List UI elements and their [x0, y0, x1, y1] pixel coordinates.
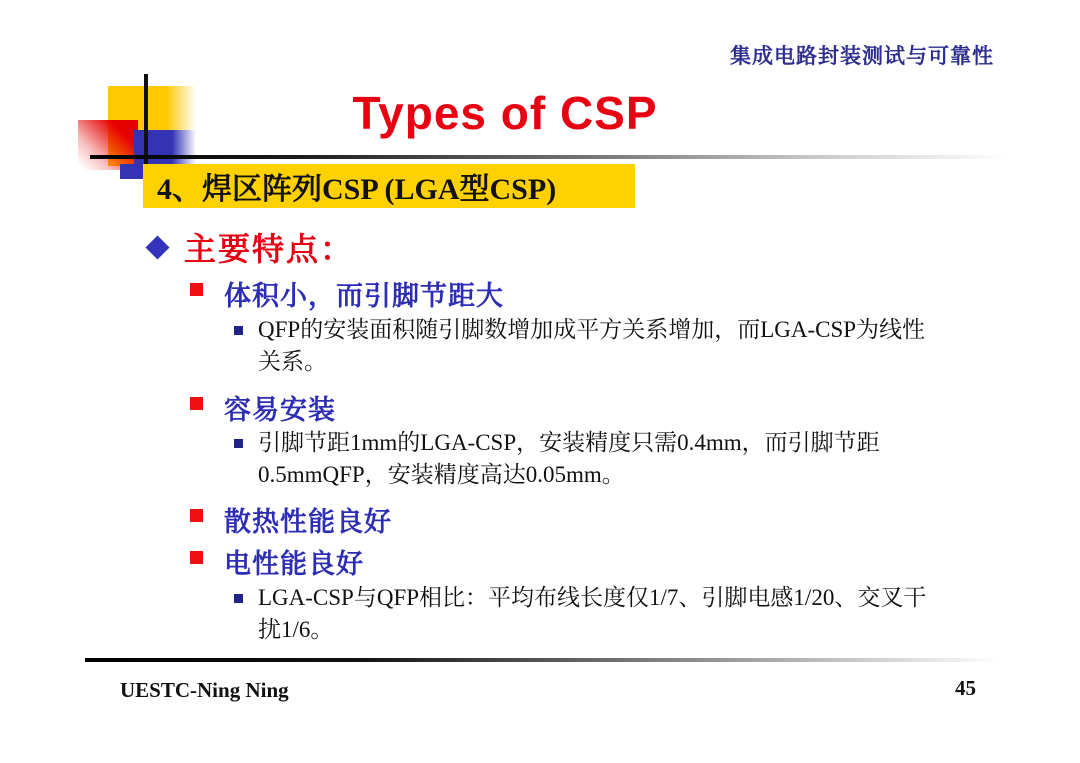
diamond-bullet-icon — [145, 235, 169, 259]
page-number: 45 — [955, 676, 976, 700]
feature-label: 体积小，而引脚节距大 — [224, 281, 504, 311]
red-square-bullet-icon — [190, 509, 203, 522]
course-title: 集成电路封装测试与可靠性 — [730, 45, 994, 68]
footer-author: UESTC-Ning Ning — [120, 678, 289, 702]
feature-detail-text: LGA-CSP与QFP相比：平均布线长度仅1/7、引脚电感1/20、交叉干扰1/6。 — [258, 585, 927, 642]
feature-detail — [234, 582, 946, 645]
red-square-bullet-icon — [190, 397, 203, 410]
red-square-bullet-icon — [190, 283, 203, 296]
page-title: Types of CSP — [352, 87, 658, 139]
feature-detail-text: QFP的安装面积随引脚数增加成平方关系增加，而LGA-CSP为线性关系。 — [258, 317, 926, 374]
feature-label: 散热性能良好 — [224, 507, 392, 537]
red-square-bullet-icon — [190, 551, 203, 564]
navy-square-bullet-icon — [234, 326, 243, 335]
feature-item — [190, 542, 364, 581]
feature-detail — [234, 314, 946, 377]
section-heading-text: 4、焊区阵列CSP (LGA型CSP) — [157, 173, 557, 206]
main-point — [145, 224, 354, 270]
decoration-blue-square-small — [120, 164, 145, 179]
feature-item — [190, 274, 504, 313]
feature-label: 容易安装 — [224, 395, 336, 425]
section-heading — [143, 164, 635, 208]
navy-square-bullet-icon — [234, 594, 243, 603]
navy-square-bullet-icon — [234, 439, 243, 448]
feature-detail-text: 引脚节距1mm的LGA-CSP，安装精度只需0.4mm，而引脚节距0.5mmQFP，安装精度高达0.05mm。 — [258, 430, 880, 487]
feature-detail — [234, 427, 946, 490]
feature-label: 电性能良好 — [224, 549, 364, 579]
footer-divider — [85, 658, 1000, 662]
feature-item — [190, 388, 336, 427]
feature-item — [190, 500, 392, 539]
main-point-label: 主要特点： — [184, 231, 355, 267]
title-underline — [90, 155, 1010, 159]
